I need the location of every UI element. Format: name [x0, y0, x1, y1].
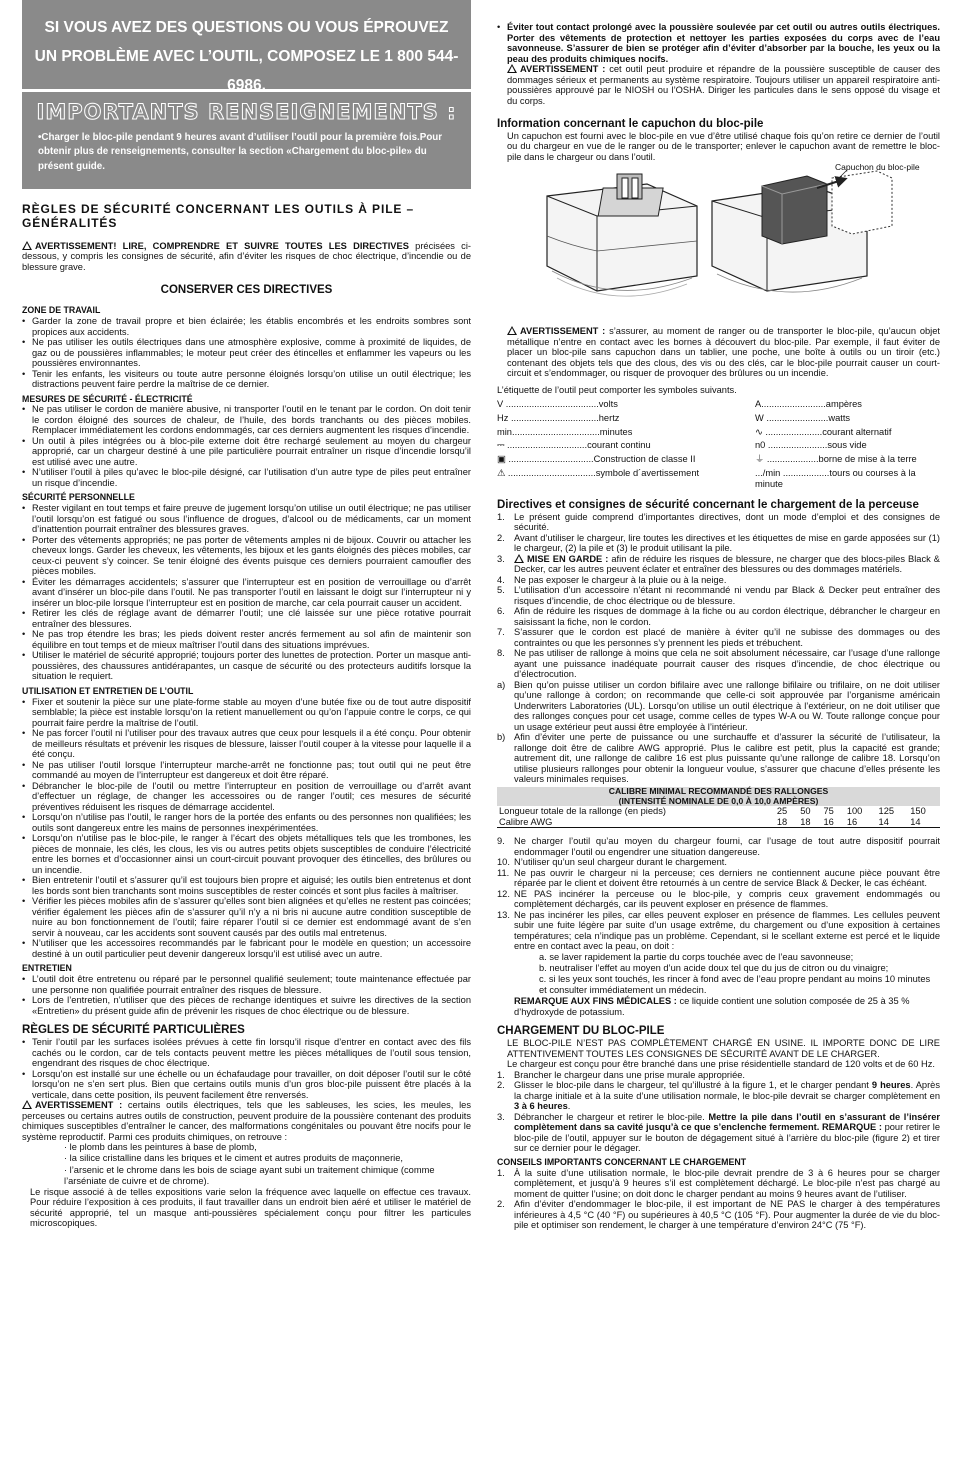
- list-item: • Lors de l’entretien, n’utiliser que des pièces de rechange identiques et suivre les directives de la section «Entretien» du présent guide afin de prévenir les risques de choc électrique ou de blessure.: [22, 995, 471, 1016]
- battery-left-drawing: [547, 174, 697, 296]
- dust-bullet-text: Éviter tout contact prolongé avec la poussière soulevée par cet outil ou autres outils électriques. Porter des vêtements de protection et nettoyer les parties exposées du corps avec de l’eau savonneuse. S’assurer de bien se protéger afin d’éviter d’absorber par la bouche, les yeux ou la peau des produits chimiques nocifs.: [507, 22, 940, 64]
- step-text: pour retirer le bloc-pile de l’outil, appuyer sur le bouton de dégagement situé à l’arrière du bloc-pile (figure 2) et tirer sur ce dernier pour le dégager.: [514, 1122, 940, 1154]
- tip-text: À la suite d’une utilisation normale, le bloc-pile devrait prendre de 3 à 6 heures pour se charger complètement, et jusqu’à 9 heures s’il est complètement déchargé. Le bloc-pile n’est pas chargé au moment de quitter l’usine; on doit donc le charger pendant au moins 9 heures avant de l’utiliser.: [514, 1167, 940, 1199]
- list-item: [497, 575, 940, 586]
- chemicals-list: [22, 1142, 471, 1187]
- risk-paragraph: Le risque associé à de telles expositions varie selon la fréquence avec laquelle on effectue ces travaux. Pour réduire l’exposition à ces produits, il faut travailler dans un endroit bien aéré et utiliser le matériel de sécurité approprié, tel un masque anti-poussières spécialement conçu pour filtrer les particules microscopiques.: [30, 1186, 471, 1229]
- symbol-entry: ⚠ ..................................symbole d´avertissement: [497, 467, 700, 478]
- table-header-2: (INTENSITÉ NOMINALE DE 0,0 À 10,0 AMPÈRES): [497, 797, 940, 807]
- chemical-item: · la silice cristalline dans les briques et le ciment et autres produits de maçonnerie,: [64, 1153, 403, 1164]
- symbol-entry: V ....................................volts: [497, 399, 618, 410]
- item-text: Ne pas ouvrir le chargeur ni la perceuse; ces derniers ne contiennent aucune pièce pouvant être réparée par le client et doivent être retournés à un centre de service Black & Decker, le cas échéant.: [514, 867, 940, 889]
- left-column: [22, 0, 471, 1229]
- table-cell: 16: [845, 817, 877, 828]
- symbol-entry: min..................................minutes: [497, 426, 633, 437]
- symbol-entry: Hz ..................................hertz: [497, 413, 620, 424]
- tip-item: 2. Afin d’éviter d’endommager le bloc-pile, il est important de NE PAS le charger à des températures inférieures à 4,5 °C (40 °F) ou supérieures à 40,5 °C (105 °F). Pour augmenter la durée de vie du bloc-pile et optimiser son rendement, le charger à une température d’environ 24°C (75 °F).: [497, 1199, 940, 1231]
- first-aid-item: b. neutraliser l’effet au moyen d’un acide doux tel que du jus de citron ou du vinaigre;: [539, 962, 889, 973]
- list-item: [497, 836, 940, 857]
- step-bold: 3 à 6 heures: [514, 1101, 568, 1112]
- cap-warning: [497, 326, 940, 379]
- list-item: • Garder la zone de travail propre et bien éclairée; les établis encombrés et les endroits sombres sont propices aux accidents.: [22, 316, 471, 337]
- cap-warning-text: s’assurer, au moment de ranger ou de transporter le bloc-pile, qu’aucun objet métallique n’entre en contact avec les bornes à découvert du bloc-pile. Par exemple, il faut éviter de placer un bloc-pile sans capuchon dans un tablier, une poche, une boîte à outils ou un tiroir (etc.) contenant des objets tels que des clous, des vis ou des clés, car le bloc-pile pourrait causer un court-circuit et s’endommager, ou risquer de provoquer des brûlures ou un incendie.: [507, 326, 940, 379]
- cable-gauge-table: [497, 787, 940, 828]
- list-item: • Tenir les enfants, les visiteurs ou toute autre personne éloignés lorsqu’on utilise un outil électrique; les distractions peuvent faire perdre la maîtrise de ce dernier.: [22, 369, 471, 390]
- table-header-1: CALIBRE MINIMAL RECOMMANDÉ DES RALLONGES: [497, 787, 940, 797]
- item-text: N’utiliser qu’un seul chargeur durant le chargement.: [514, 857, 727, 868]
- item-text: Ne charger l’outil qu’au moyen du chargeur fourni, car l’usage de tout autre dispositif pourrait endommager l’outil ou engendrer une situation dangereuse.: [514, 836, 940, 857]
- item-number: 10.: [497, 857, 510, 868]
- warning-icon: [507, 64, 517, 73]
- section-list: [22, 503, 471, 682]
- item-number: 9.: [497, 836, 505, 847]
- step-text: .: [567, 1101, 571, 1112]
- charging-step: 1. Brancher le chargeur dans une prise murale appropriée.: [497, 1069, 746, 1080]
- charging-intro: Le chargeur est conçu pour être branché dans une prise résidentielle standard de 120 volts et de 60 Hz.: [507, 1059, 935, 1070]
- symbol-entry: ⏚ ....................borne de mise à la terre: [755, 453, 917, 464]
- chemical-item: · le plomb dans les peintures à base de plomb,: [64, 1142, 257, 1153]
- section-title: ENTRETIEN: [22, 963, 72, 974]
- medical-remark-text: ce liquide contient une solution composée de 25 à 35 % d’hydroxyde de potassium.: [514, 996, 910, 1017]
- list-item: • Débrancher le bloc-pile de l’outil ou mettre l’interrupteur en position de verrouillage ou d’arrêt avant d’effectuer un réglage, de changer les accessoires ou de ranger l’outil; ces mesures de sécurité préventives réduisent les risques de démarrage accidentel.: [22, 781, 471, 813]
- table-row: [497, 817, 940, 828]
- list-item: [497, 585, 940, 606]
- list-item: [497, 680, 940, 733]
- medical-remark: [497, 996, 940, 1017]
- charging-step: 2. Glisser le bloc-pile dans le chargeur, tel qu’illustré à la figure 1, et le charger pendant 9 heures. Après la charge initiale et à la suite d’une utilisation normale, le bloc-pile devrait se charger complètement en 3 à 6 heures.: [497, 1080, 940, 1112]
- list-item: • Fixer et soutenir la pièce sur une plate-forme stable au moyen d’une butée fixe ou de tout autre dispositif semblable; la pièce est instable lorsqu’on la retient manuellement ou qu’on l’appuie contre le corps, ce qui pourrait faire perdre la maîtrise de l’outil.: [22, 697, 471, 729]
- list-item: • Ne pas utiliser l’outil lorsque l’interrupteur marche-arrêt ne fonctionne pas; tout outil qui ne peut être commandé au moyen de l’interrupteur est dangereux et doit être réparé.: [22, 760, 471, 781]
- warning-icon: [22, 1100, 32, 1109]
- table-cell: 150: [910, 806, 926, 817]
- symbol-entry: A.........................ampères: [755, 399, 862, 410]
- general-warning: [22, 241, 471, 273]
- important-text: •Charger le bloc-pile pendant 9 heures avant d’utiliser l’outil pour la première fois.Pour obtenir plus de renseignements, consulter la section «Chargement du bloc-pile» du présent guide.: [38, 131, 443, 173]
- charging-rules-list-2: [497, 836, 940, 952]
- item-number: 8.: [497, 648, 505, 659]
- table-cell: 16: [822, 817, 845, 828]
- charging-title: CHARGEMENT DU BLOC-PILE: [497, 1025, 665, 1038]
- tip-text: Afin d’éviter d’endommager le bloc-pile, il est important de NE PAS le charger à des températures inférieures à 4,5 °C (40 °F) ou supérieures à 40,5 °C (105 °F). Pour augmenter la durée de vie du bloc-pile et optimiser son rendement, le charger à une température d’environ 24°C (75 °F).: [514, 1199, 940, 1231]
- list-item: • Ne pas utiliser le cordon de manière abusive, ni transporter l’outil en le tenant par le cordon. On doit tenir le cordon éloigné des sources de chaleur, de l’huile, des bords tranchants ou des pièces mobiles. Remplacer immédiatement les cordons endommagés, car ces derniers augmentent les risques d’incendie.: [22, 404, 471, 436]
- item-text: Ne pas utiliser de rallonge à moins que cela ne soit absolument nécessaire, car l’usage d’une rallonge ayant une puissance inadéquate pourrait causer des risques d’incendie, de choc électrique ou d’électrocution.: [514, 648, 940, 680]
- section-title: SÉCURITÉ PERSONNELLE: [22, 492, 135, 503]
- general-warning-text: précisées ci-dessous, y compris les consignes de sécurité, afin d’éviter les risques de choc électrique, d’incendie ou de blessure grave.: [22, 240, 471, 272]
- list-item: • Retirer les clés de réglage avant de démarrer l’outil; une clé laissée sur une pièce rotative pourrait entraîner des blessures.: [22, 608, 471, 629]
- step-text: Brancher le chargeur dans une prise murale appropriée.: [514, 1069, 746, 1080]
- list-item: [497, 732, 940, 785]
- important-banner: [22, 92, 471, 189]
- step-text: Débrancher le chargeur et retirer le bloc-pile.: [514, 1111, 705, 1122]
- item-text: Afin de réduire les risques de dommage à la fiche ou au cordon électrique, débrancher le chargeur en saisissant la fiche, non le cordon.: [514, 606, 940, 627]
- tips-title: CONSEILS IMPORTANTS CONCERNANT LE CHARGEMENT: [497, 1156, 747, 1167]
- item-text: Ne pas exposer le chargeur à la pluie ou à la neige.: [514, 574, 727, 585]
- battery-right-drawing: [712, 170, 892, 292]
- first-aid-item: a. se laver rapidement la partie du corps touchée avec de l’eau savonneuse;: [539, 951, 854, 962]
- cap-title: Information concernant le capuchon du bloc-pile: [497, 118, 764, 130]
- table-cell: 14: [908, 817, 940, 828]
- list-item: • Vérifier les pièces mobiles afin de s’assurer qu’elles sont bien alignées et qu’elles ne restent pas coincées; vérifier également les pièces afin de s’assurer qu’il n’y a ni bris ni aucune autre condition susceptible de nuire au bon fonctionnement de l’outil; faire réparer l’outil si ce dernier est endommagé avant de s’en servir à nouveau, car les accidents sont souvent causés par des outils mal entretenus.: [22, 896, 471, 938]
- warning-icon: [507, 326, 517, 335]
- symbols-intro: L’étiquette de l’outil peut comporter les symboles suivants.: [497, 384, 737, 395]
- charging-rules-list: [497, 512, 940, 785]
- symbol-entry: ⎓ ...............................courant continu: [497, 440, 651, 451]
- section-list: [22, 316, 471, 390]
- list-item: • Porter des vêtements appropriés; ne pas porter de vêtements amples ni de bijoux. Couvrir ou attacher les cheveux longs. Garder les cheveux, les vêtements, les bijoux et les gants éloignés des pièces mobiles, car ceux-ci peuvent s’y coincer. Se tenir éloigné des évents puisque ces derniers pourraient camoufler des pièces mobiles.: [22, 535, 471, 577]
- hotline-text: SI VOUS AVEZ DES QUESTIONS OU VOUS ÉPROUVEZ UN PROBLÈME AVEC L’OUTIL, COMPOSEZ LE 1 800 544-6986.: [34, 19, 459, 94]
- item-text: S’assurer que le cordon est placé de manière à éviter qu’il ne subisse des dommages ou des contraintes ou que les personnes s’y prennent les pieds et trébuchent.: [514, 627, 940, 648]
- list-item: • Rester vigilant en tout temps et faire preuve de jugement lorsqu’on utilise un outil électrique; ne pas utiliser l’outil lorsqu’on est fatigué ou sous l’influence de drogues, d’alcool ou de médicaments, car un moment d’inattention pourrait entraîner des blessures graves.: [22, 503, 471, 535]
- general-rules-title: RÈGLES DE SÉCURITÉ CONCERNANT LES OUTILS À PILE – GÉNÉRALITÉS: [22, 202, 415, 230]
- list-item: [497, 910, 940, 952]
- warning-icon: [22, 241, 32, 250]
- item-number: a): [497, 679, 506, 690]
- charging-step: 3. Débrancher le chargeur et retirer le bloc-pile. Mettre la pile dans l’outil en s’assurant de l’insérer complètement dans sa cavité jusqu’à ce que s’enclenche fermement. REMARQUE : pour retirer le bloc-pile de l’outil, appuyer sur le bouton de dégagement situé à l’arrière du bloc-pile (figure 2) et tirer sur ce dernier pour le dégager.: [497, 1111, 940, 1154]
- step-text: . Après la charge initiale et à la suite d’une utilisation normale, le bloc-pile devrait se charger complètement en: [514, 1080, 940, 1101]
- table-cell: 18: [775, 817, 798, 828]
- list-item: [497, 533, 940, 554]
- item-text: Avant d’utiliser le chargeur, lire toutes les directives et les étiquettes de mise en garde apposées sur (1) le chargeur, (2) la pile et (3) le produit utilisant la pile.: [514, 532, 940, 554]
- table-cell: 125: [878, 806, 895, 817]
- dust-bullet: [497, 22, 940, 64]
- item-text: Le présent guide comprend d’importantes directives, dont un mode d’emploi et des consignes de sécurité.: [514, 511, 940, 533]
- item-bold: MISE EN GARDE :: [527, 553, 609, 564]
- item-text: L’utilisation d’un accessoire n’étant ni recommandé ni vendu par Black & Decker peut entraîner des risques d’incendie, de choc électrique ou de blessure.: [514, 585, 940, 606]
- safety-sections: [22, 306, 471, 1016]
- dust-warning-bold: AVERTISSEMENT :: [520, 64, 606, 74]
- list-item: [497, 857, 940, 868]
- list-item: • Tenir l’outil par les surfaces isolées prévues à cette fin lorsqu’il risque d’entrer en contact avec des fils cachés ou le cordon, car de tels contacts peuvent mettre les pièces métalliques de l’outil sous tension, engendrant des risques de choc électrique.: [22, 1037, 471, 1069]
- tip-item: 1. À la suite d’une utilisation normale, le bloc-pile devrait prendre de 3 à 6 heures pour se charger complètement, et jusqu’à 9 heures s’il est complètement déchargé. Le bloc-pile n’est pas chargé au moment de quitter l’usine; on doit donc le charger pendant au moins 9 heures avant de l’utiliser.: [497, 1167, 940, 1199]
- symbol-entry: ▣ .................................Construction de classe II: [497, 453, 696, 464]
- table-cell: 100: [846, 806, 863, 817]
- list-item: [497, 606, 940, 627]
- list-item: • Lorsqu’on n’utilise pas l’outil, le ranger hors de la portée des enfants ou des personnes non qualifiées; les outils sont dangereux entre les mains de personnes inexpérimentées.: [22, 812, 471, 833]
- item-number: 2.: [497, 532, 505, 543]
- list-item: • Ne pas trop étendre les bras; les pieds doivent rester ancrés fermement au sol afin de maintenir son équilibre en tout temps et de mieux maîtriser l’outil dans des situations imprévues.: [22, 629, 471, 650]
- list-item: • Bien entretenir l’outil et s’assurer qu’il est toujours bien propre et aiguisé; les outils bien entretenus et dont les bords sont bien tranchants sont moins susceptibles de rester coincés et sont plus faciles à maîtriser.: [22, 875, 471, 896]
- section-list: [22, 697, 471, 960]
- section-list: [22, 404, 471, 488]
- charging-rules-title: Directives et consignes de sécurité concernant le chargement de la perceuse: [497, 498, 919, 511]
- first-aid-item: c. si les yeux sont touchés, les rincer à fond avec de l’eau propre pendant au moins 10 minutes et consulter immédiatement un médecin.: [539, 973, 931, 995]
- symbol-entry: .../min ..................tours ou courses à la minute: [755, 467, 916, 490]
- particular-rules-title: RÈGLES DE SÉCURITÉ PARTICULIÈRES: [22, 1024, 245, 1037]
- warning-icon: [514, 554, 524, 563]
- item-text: Ne pas incinérer les piles, car elles peuvent exploser en présence de flammes. Les cellules peuvent subir une fuite légère par suite d’un usage extrême, du chargement ou d’une exposition à certaines températures; cela n’indique pas un problème. Cependant, si le scellant externe est percé et le liquide entre en contact avec la peau, on doit :: [514, 909, 940, 952]
- hotline-banner: [22, 0, 471, 94]
- item-number: b): [497, 732, 506, 743]
- item-number: 1.: [497, 511, 505, 522]
- list-item: • Ne pas utiliser les outils électriques dans une atmosphère explosive, comme à proximité de liquides, de gaz ou de poussières inflammables; le moteur peut créer des étincelles et enflammer les vapeurs ou les poussières environnantes.: [22, 337, 471, 369]
- list-item: • Utiliser le matériel de sécurité approprié; toujours porter des lunettes de protection. Porter un masque anti-poussières, des chaussures antidérapantes, un casque de sécurité ou des protecteurs auditifs lorsque la situation le requiert.: [22, 650, 471, 682]
- list-item: • Éviter les démarrages accidentels; s’assurer que l’interrupteur est en position de verrouillage ou d’arrêt avant d’insérer un bloc-pile dans l’outil. Ne pas transporter l’outil en laissant le doigt sur l’interrupteur ni y insérer un bloc-pile lorsque l’interrupteur est en position de marche, car cela pourrait causer un accident.: [22, 577, 471, 609]
- table-cell: 14: [877, 817, 909, 828]
- list-item: [497, 868, 940, 889]
- right-column: [497, 0, 940, 1231]
- step-text: Glisser le bloc-pile dans le chargeur, tel qu’illustré à la figure 1, et le charger pendant: [514, 1080, 869, 1091]
- tips-list: [497, 1168, 940, 1231]
- keep-directives-title: CONSERVER CES DIRECTIVES: [160, 284, 333, 297]
- medical-remark-bold: REMARQUE AUX FINS MÉDICALES :: [514, 996, 677, 1007]
- step-bold: Mettre la pile dans l’outil en s’assurant de l’insérer complètement dans sa cavité jusqu’à ce que s’enclenche fermement. REMARQUE :: [514, 1111, 940, 1133]
- item-number: 6.: [497, 606, 505, 617]
- section-title: ZONE DE TRAVAIL: [22, 305, 101, 316]
- item-number: 3.: [497, 553, 505, 564]
- list-item: [497, 554, 940, 575]
- particular-warning-bold: AVERTISSEMENT :: [35, 1100, 123, 1111]
- list-item: • Lorsqu’on n’utilise pas le bloc-pile, le ranger à l’écart des objets métalliques tels que les trombones, les pièces de monnaie, les clés, les clous, les vis ou autres petits objets susceptibles de conduire l’électricité entre les bornes et d’occasionner ainsi un court-circuit pouvant provoquer des étincelles, des brûlures ou un incendie.: [22, 833, 471, 875]
- particular-warning-text: certains outils électriques, tels que les sableuses, les scies, les meules, les perceuses ou certains autres outils de construction, peuvent produire de la poussière contenant des produits chimiques susceptibles d’entraîner le cancer, des malformations congénitales ou pouvant être nocifs pour le système reproductif. Parmi ces produits chimiques, on retrouve :: [22, 1100, 471, 1142]
- table-row: [497, 806, 940, 816]
- table-cell: 75: [823, 806, 834, 817]
- item-number: 13.: [497, 909, 510, 920]
- item-number: 11.: [497, 867, 510, 878]
- list-item: • Un outil à piles intégrées ou à bloc-pile externe doit être rechargé seulement au moyen du chargeur approprié, car un chargeur destiné à une pile particulière pourrait entraîner un risque d’incendie lorsqu’il est utilisé avec une autre.: [22, 436, 471, 468]
- list-item: [497, 648, 940, 680]
- list-item: • L’outil doit être entretenu ou réparé par le personnel qualifié seulement; toute maintenance effectuée par une personne non qualifiée pourrait entraîner des risques de blessure.: [22, 974, 471, 995]
- list-item: • N’utiliser que les accessoires recommandés par le fabricant pour le modèle en question; un accessoire destiné à un outil particulier peut devenir dangereux lorsqu’il est utilisé avec un autre.: [22, 938, 471, 959]
- list-item: • Lorsqu’on est installé sur une échelle ou un échafaudage pour travailler, on doit déposer l’outil sur le côté lorsqu’on ne s’en sert plus. Bien que certains outils munis d’un gros bloc-pile puissent être placés à la verticale, dans cette position, ils peuvent facilement être renversés.: [22, 1069, 471, 1101]
- item-text: afin de réduire les risques de blessure, ne charger que des blocs-piles Black & Decker, car les autres peuvent éclater et entraîner des blessures ou des dommages matériels.: [514, 553, 940, 575]
- battery-illustration: [497, 166, 940, 326]
- symbol-entry: ∿ ......................courant alternatif: [755, 426, 892, 437]
- first-aid-list: [497, 952, 940, 997]
- cap-figure-label: Capuchon du bloc-pile: [835, 162, 920, 173]
- symbol-entry: W ........................watts: [755, 413, 851, 424]
- particular-rules-list: [22, 1037, 471, 1100]
- list-item: • N’utiliser l’outil à piles qu’avec le bloc-pile désigné, car l’utilisation d’un autre type de piles peut entraîner un risque d’incendie.: [22, 467, 471, 488]
- dust-warning-text: cet outil peut produire et répandre de la poussière susceptible de causer des dommages sérieux et permanents au système respiratoire. Toujours utiliser un appareil respiratoire anti-poussières approuvé par le NIOSH ou l’OSHA. Diriger les particules dans le sens opposé du visage et du corps.: [507, 64, 941, 106]
- particular-warning: [22, 1100, 471, 1142]
- important-title: IMPORTANTS RENSEIGNEMENTS :: [36, 100, 457, 124]
- list-item: • Ne pas forcer l’outil ni l’utiliser pour des travaux autres que ceux pour lesquels il a été conçu. Pour obtenir de meilleurs résultats et prévenir les risques de blessure, laisser l’outil couper à la vitesse pour laquelle il a été conçu.: [22, 728, 471, 760]
- general-warning-bold: AVERTISSEMENT! LIRE, COMPRENDRE ET SUIVRE TOUTES LES DIRECTIVES: [35, 240, 409, 251]
- item-number: 12.: [497, 888, 510, 899]
- charging-caps: LE BLOC-PILE N’EST PAS COMPLÈTEMENT CHARGÉ EN USINE. IL IMPORTE DONC DE LIRE ATTENTIVEMENT TOUTES LES CONSIGNES DE SÉCURITÉ AVANT DE LE CHARGER.: [507, 1038, 940, 1059]
- table-cell: Longueur totale de la rallonge (en pieds): [499, 806, 666, 817]
- section-title: MESURES DE SÉCURITÉ - ÉLECTRICITÉ: [22, 393, 193, 404]
- symbols-grid: [497, 399, 940, 490]
- section-title: UTILISATION ET ENTRETIEN DE L’OUTIL: [22, 685, 194, 696]
- chemical-item: · l’arsenic et le chrome dans les bois de sciage ayant subi un traitement chimique (comme l’arséniate de cuivre et de chrome).: [64, 1164, 435, 1186]
- item-number: 5.: [497, 585, 505, 596]
- item-text: Bien qu’on puisse utiliser un cordon bifilaire avec une rallonge bifilaire ou trifilaire, on ne doit utiliser qu’une rallonge à cordon; on recommande que celle-ci soit approuvée par l’organisme américain Underwriters Laboratories (UL). Lorsqu’on utilise un outil électrique à l’extérieur, on ne doit utiliser que des rallonges conçues pour cet usage, comme celles de types W-A ou W. Toute rallonge conçue pour un usage extérieur peut aussi être employée à l’intérieur.: [514, 679, 940, 732]
- list-item: [497, 889, 940, 910]
- item-number: 7.: [497, 627, 505, 638]
- item-text: Afin d’éviter une perte de puissance ou une surchauffe et d’assurer la sécurité de l’utilisateur, la rallonge doit être de calibre AWG approprié. Plus le calibre est petit, plus la capacité est grande; autrement dit, une rallonge de calibre 16 est plus puissante qu’une rallonge de calibre 18. Lorsqu’on utilise plusieurs rallonges pour obtenir la longueur voulue, s’assurer que chacune d’elles présente les valeurs minimales requises.: [514, 732, 940, 785]
- symbol-entry: n0 .......................sous vide: [755, 440, 867, 451]
- table-cell: 50: [800, 806, 811, 817]
- table-cell: 18: [798, 817, 821, 828]
- item-number: 4.: [497, 574, 505, 585]
- cap-text: Un capuchon est fourni avec le bloc-pile en vue d’être utilisé chaque fois qu’on retire ce dernier de l’outil ou du chargeur en vue de le ranger ou de le transporter; enlever le capuchon avant de remettre le bloc-pile dans le chargeur ou dans l’outil.: [507, 130, 940, 162]
- table-cell: 25: [776, 806, 788, 817]
- dust-warning: [497, 64, 940, 106]
- table-cell: Calibre AWG: [497, 817, 775, 828]
- section-list: [22, 974, 471, 1016]
- cap-warning-bold: AVERTISSEMENT :: [520, 326, 606, 337]
- list-item: [497, 627, 940, 648]
- charging-steps: [497, 1070, 940, 1154]
- step-bold: 9 heures: [871, 1080, 911, 1091]
- battery-cap-figure: [497, 162, 940, 326]
- list-item: [497, 512, 940, 533]
- item-text: NE PAS incinérer la perceuse ou le bloc-pile, y compris ceux gravement endommagés ou complètement déchargés, car ils peuvent exploser en présence de flammes.: [514, 888, 940, 910]
